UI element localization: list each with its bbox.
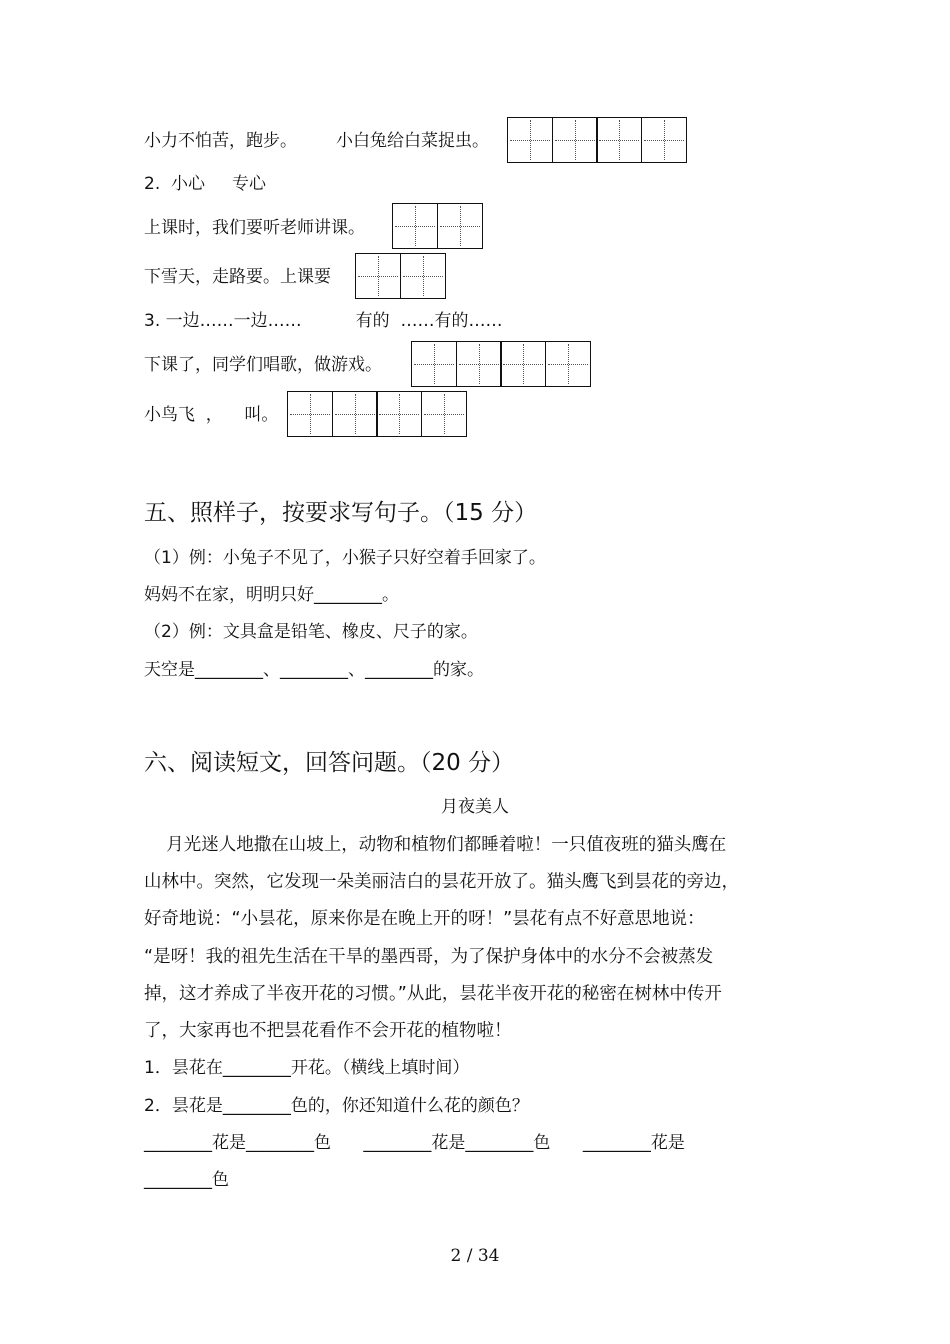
writing-grid-2[interactable] <box>392 203 481 249</box>
answer-2: 天空是________、________、________的家。 <box>144 660 484 680</box>
sentence-line-2b: 下雪天，走路要。上课要 <box>144 267 331 287</box>
writing-grid-3[interactable] <box>355 253 444 299</box>
question-2: 2．昙花是________色的，你还知道什么花的颜色？ <box>144 1096 529 1116</box>
writing-grid-4[interactable] <box>411 341 589 387</box>
item-3-words: 3. 一边……一边…… 有的 ……有的…… <box>144 311 503 331</box>
sentence-line-3b: 小鸟飞 ， 叫。 <box>144 405 279 425</box>
question-1: 1．昙花在________开花。（横线上填时间） <box>144 1058 470 1078</box>
grid-cell[interactable] <box>552 117 598 163</box>
question-2-blanks-1: ________花是________色 ________花是________色 ________花是 <box>144 1133 685 1153</box>
sentence-line-1a: 小力不怕苦，跑步。 <box>144 131 297 151</box>
example-1: （1）例：小兔子不见了，小猴子只好空着手回家了。 <box>144 548 546 568</box>
grid-cell[interactable] <box>641 117 687 163</box>
passage-title: 月夜美人 <box>441 797 509 817</box>
grid-cell[interactable] <box>376 391 422 437</box>
answer-1: 妈妈不在家，明明只好________。 <box>144 585 399 605</box>
grid-cell[interactable] <box>500 341 546 387</box>
grid-cell[interactable] <box>355 253 401 299</box>
grid-cell[interactable] <box>456 341 502 387</box>
sentence-line-1b: 小白兔给白菜捉虫。 <box>336 131 489 151</box>
item-2-words: 2. 小心 专心 <box>144 174 267 194</box>
question-2-blanks-2: ________色 <box>144 1170 229 1190</box>
section-6-heading: 六、阅读短文，回答问题。（20 分） <box>144 750 515 776</box>
passage-line: 了，大家再也不把昙花看作不会开花的植物啦！ <box>144 1021 512 1041</box>
grid-cell[interactable] <box>421 391 467 437</box>
writing-grid-1[interactable] <box>507 117 685 163</box>
section-5-heading: 五、照样子，按要求写句子。（15 分） <box>144 500 538 526</box>
grid-cell[interactable] <box>400 253 446 299</box>
sentence-line-2a: 上课时，我们要听老师讲课。 <box>144 218 365 238</box>
example-2: （2）例：文具盒是铅笔、橡皮、尺子的家。 <box>144 622 478 642</box>
passage-line: 掉，这才养成了半夜开花的习惯。”从此，昙花半夜开花的秘密在树林中传开 <box>144 984 722 1004</box>
grid-cell[interactable] <box>287 391 333 437</box>
passage-line: “是呀！我的祖先生活在干旱的墨西哥，为了保护身体中的水分不会被蒸发 <box>144 947 714 967</box>
passage-line: 月光迷人地撒在山坡上，动物和植物们都睡着啦！一只值夜班的猫头鹰在 <box>144 835 727 855</box>
grid-cell[interactable] <box>507 117 553 163</box>
page-number: 2 / 34 <box>450 1246 500 1266</box>
grid-cell[interactable] <box>332 391 378 437</box>
grid-cell[interactable] <box>411 341 457 387</box>
writing-grid-5[interactable] <box>287 391 465 437</box>
passage-line: 山林中。突然，它发现一朵美丽洁白的昙花开放了。猫头鹰飞到昙花的旁边， <box>144 872 739 892</box>
grid-cell[interactable] <box>437 203 483 249</box>
grid-cell[interactable] <box>545 341 591 387</box>
grid-cell[interactable] <box>392 203 438 249</box>
passage-line: 好奇地说：“小昙花，原来你是在晚上开的呀！”昙花有点不好意思地说： <box>144 909 705 929</box>
sentence-line-3a: 下课了，同学们唱歌，做游戏。 <box>144 355 382 375</box>
grid-cell[interactable] <box>596 117 642 163</box>
